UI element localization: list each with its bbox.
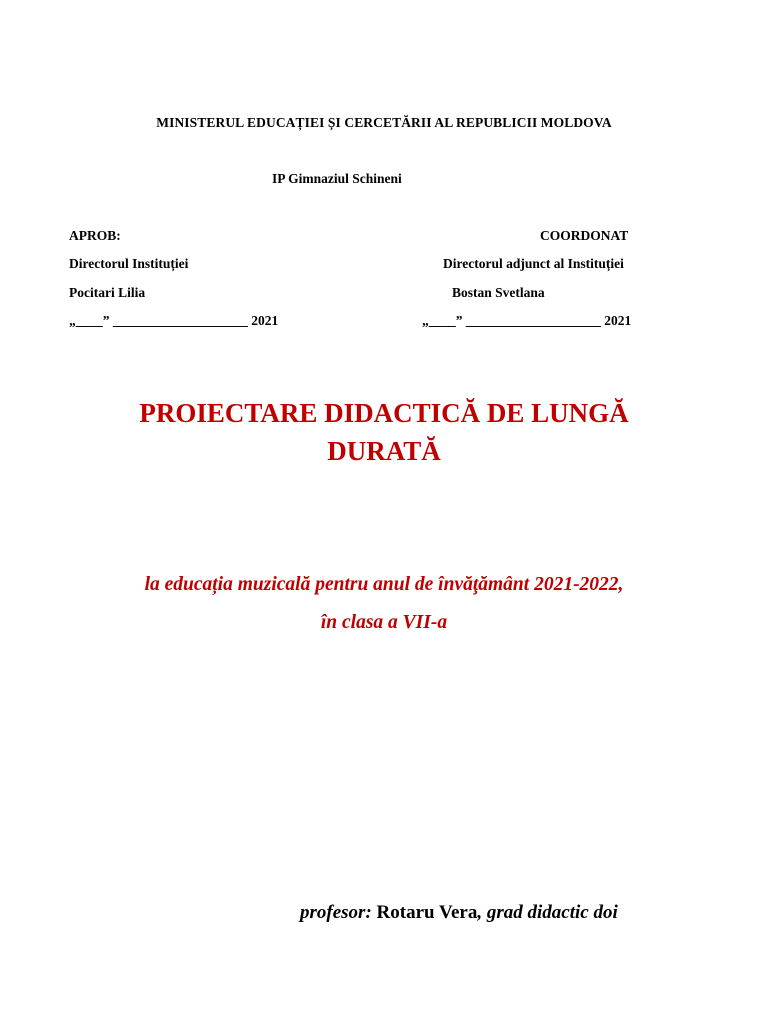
document-subtitle-line-2: în clasa a VII-a	[320, 612, 448, 633]
director-date-line: „____” ____________________ 2021	[69, 313, 279, 328]
coordinate-label: COORDONAT	[540, 228, 629, 243]
teacher-grade: , grad didactic doi	[477, 902, 618, 923]
deputy-director-date-line: „____” ____________________ 2021	[422, 313, 632, 328]
document-subtitle	[0, 566, 768, 642]
document-title-line-2: DURATĂ	[327, 436, 441, 466]
deputy-director-name: Bostan Svetlana	[452, 285, 545, 300]
director-role: Directorul Instituției	[69, 256, 189, 271]
teacher-name: Rotaru Vera	[371, 902, 478, 923]
teacher-line	[300, 902, 618, 924]
ministry-heading: MINISTERUL EDUCAȚIEI ȘI CERCETĂRII AL REPUBLICII MOLDOVA	[156, 115, 612, 130]
teacher-label: profesor:	[300, 902, 372, 923]
document-title-line-1: PROIECTARE DIDACTICĂ DE LUNGĂ	[139, 398, 629, 428]
document-subtitle-line-1: la educația muzicală pentru anul de învăţământ 2021-2022,	[144, 574, 624, 595]
deputy-director-role: Directorul adjunct al Instituției	[443, 256, 624, 271]
document-title	[0, 394, 768, 470]
school-name: IP Gimnaziul Schineni	[272, 171, 402, 186]
approve-label: APROB:	[69, 228, 121, 243]
director-name: Pocitari Lilia	[69, 285, 146, 300]
